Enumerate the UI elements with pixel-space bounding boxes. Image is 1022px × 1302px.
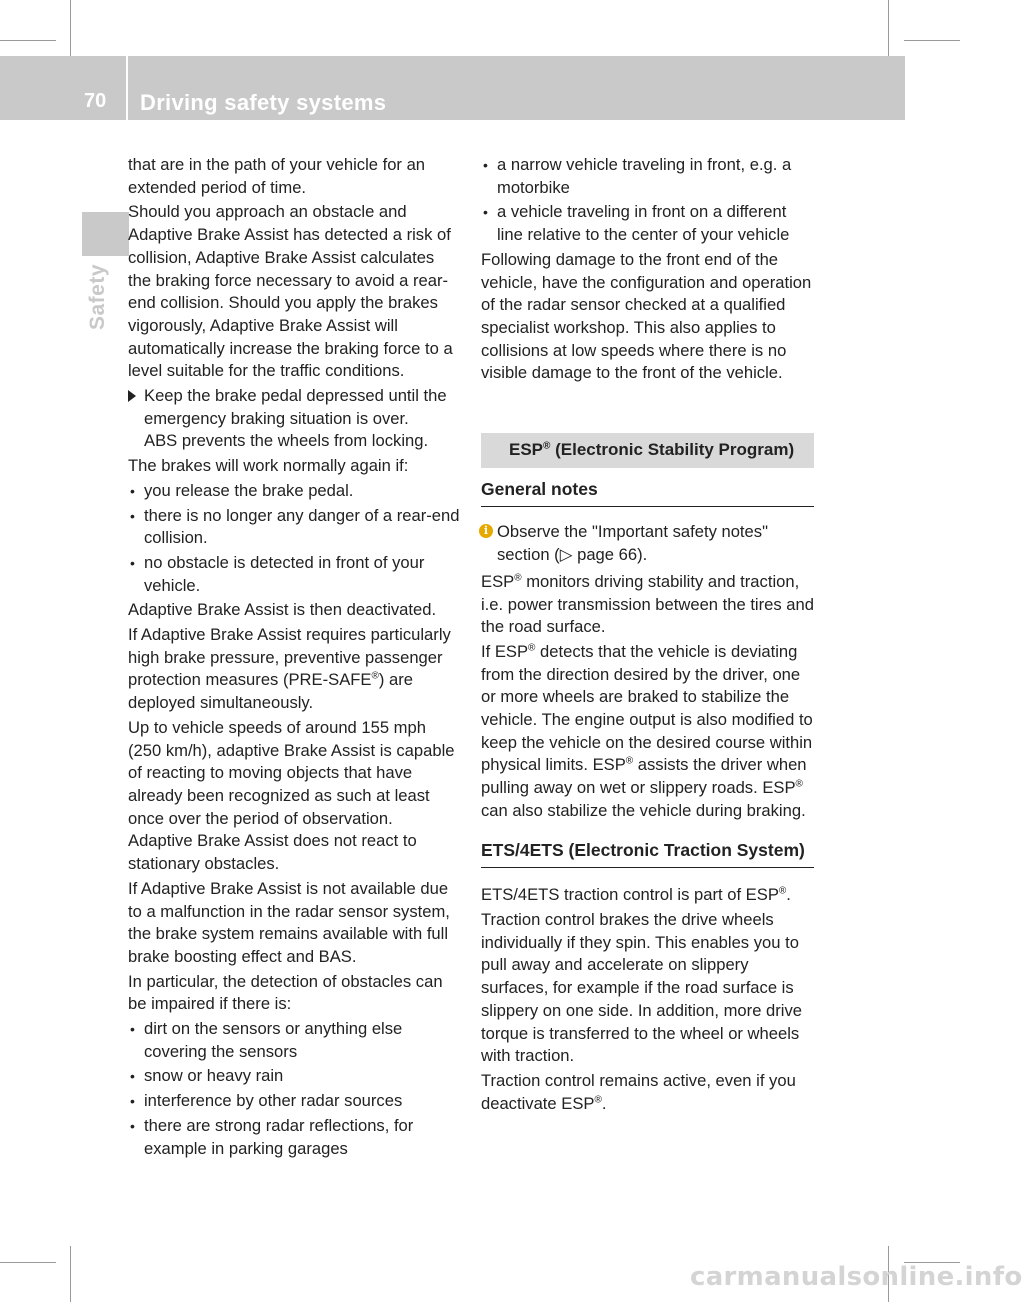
- crop-mark: [0, 1262, 56, 1263]
- step-result: ABS prevents the wheels from locking.: [144, 431, 429, 451]
- registered-mark: ®: [371, 670, 379, 682]
- step-text: Keep the brake pedal depressed until the emergency braking situation is over.: [144, 386, 447, 428]
- registered-mark: ®: [594, 1094, 602, 1106]
- registered-mark: ®: [795, 778, 803, 790]
- list-item: • dirt on the sensors or anything else covering the sensors: [128, 1018, 461, 1063]
- page-reference-link[interactable]: page 66).: [572, 545, 648, 565]
- text-run: If Adaptive Brake Assist requires particularly high brake pressure, preventive passenger protection measures (PRE-SAFE: [128, 625, 451, 690]
- info-icon: i: [479, 524, 493, 538]
- ets-heading: ETS/4ETS (Electronic Traction System): [481, 839, 814, 869]
- general-notes-heading: General notes: [481, 478, 814, 508]
- paragraph: If Adaptive Brake Assist is not available due to a malfunction in the radar sensor system, the brake system remains available with full brake boosting effect and BAS.: [128, 878, 450, 966]
- right-column: [481, 154, 814, 1117]
- paragraph: [481, 571, 814, 639]
- paragraph: Following damage to the front end of the vehicle, have the configuration and operation of the radar sensor checked at a qualified specialist workshop. This also applies to collisions at low speeds where there is no visible damage to the front of the vehicle.: [481, 249, 812, 383]
- text-run: Observe the "Important safety notes" section (: [497, 522, 768, 565]
- text-run: If ESP: [481, 641, 529, 661]
- header-bar: [0, 56, 905, 120]
- registered-mark: ®: [543, 440, 551, 452]
- side-label: Safety: [86, 263, 109, 330]
- step-arrow-icon: [128, 390, 136, 402]
- paragraph: The brakes will work normally again if:: [128, 456, 409, 476]
- text-run: assists the driver when pulling away on wet or slippery roads. ESP: [481, 755, 807, 798]
- registered-mark: ®: [528, 642, 536, 654]
- text-run: (Electronic Stability Program): [550, 440, 795, 460]
- page-ref-arrow-icon: ▷: [559, 545, 573, 565]
- esp-heading: [481, 433, 814, 468]
- crop-mark: [70, 0, 71, 56]
- list-item: • there is no longer any danger of a rear-end collision.: [128, 505, 461, 550]
- crop-mark: [888, 0, 889, 56]
- header-separator: [126, 56, 128, 120]
- text-run: .: [601, 1093, 607, 1113]
- text-run: ESP: [481, 571, 515, 591]
- section-title: Driving safety systems: [140, 90, 387, 115]
- paragraph: In particular, the detection of obstacles can be impaired if there is:: [128, 971, 443, 1014]
- info-note: [481, 521, 814, 566]
- text-run: ESP: [509, 440, 544, 460]
- paragraph: [481, 641, 814, 823]
- paragraph: that are in the path of your vehicle for an extended period of time.: [128, 155, 426, 197]
- list-item: • a narrow vehicle traveling in front, e.g. a motorbike: [481, 154, 814, 199]
- list-item: • interference by other radar sources: [128, 1090, 461, 1113]
- crop-mark: [904, 40, 960, 41]
- side-tab: [82, 212, 129, 256]
- text-run: ETS/4ETS traction control is part of ESP: [481, 885, 779, 905]
- list-item: • you release the brake pedal.: [128, 480, 461, 503]
- text-run: Traction control remains active, even if you deactivate ESP: [481, 1070, 796, 1113]
- registered-mark: ®: [514, 572, 522, 584]
- paragraph: [481, 884, 814, 907]
- watermark: carmanualsonline.info: [690, 1262, 1022, 1292]
- paragraph: Should you approach an obstacle and Adaptive Brake Assist has detected a risk of collision, Adaptive Brake Assist calculates the braking force necessary to avoid a rear-end collision. Should you apply the brakes vigorously, Adaptive Brake Assist will automatically increase the braking force to a level suitable for the traffic conditions.: [128, 202, 453, 381]
- text-run: detects that the vehicle is deviating from the direction desired by the driver, one or more wheels are braked to stabilize the vehicle. The engine output is also modified to keep the vehicle on the desired course within physical limits. ESP: [481, 641, 813, 775]
- paragraph: [481, 1070, 814, 1115]
- crop-mark: [70, 1246, 71, 1302]
- list-item: • there are strong radar reflections, for example in parking garages: [128, 1115, 461, 1160]
- instruction-step: [128, 385, 461, 430]
- crop-mark: [0, 40, 56, 41]
- paragraph: [128, 624, 461, 715]
- registered-mark: ®: [625, 755, 634, 767]
- list-item: • a vehicle traveling in front on a different line relative to the center of your vehicle: [481, 201, 814, 246]
- text-run: .: [786, 885, 791, 905]
- left-column: [128, 154, 461, 1162]
- text-run: monitors driving stability and traction, i.e. power transmission between the tires and the road surface.: [481, 571, 814, 637]
- paragraph: Traction control brakes the drive wheels individually if they spin. This enables you to pull away and accelerate on slippery surfaces, for example if the road surface is slippery on one side. In addition, more drive torque is transferred to the wheel or wheels with traction.: [481, 909, 802, 1066]
- paragraph: Adaptive Brake Assist is then deactivated.: [128, 600, 437, 620]
- list-item: • no obstacle is detected in front of your vehicle.: [128, 552, 461, 597]
- paragraph: Up to vehicle speeds of around 155 mph (250 km/h), adaptive Brake Assist is capable of reacting to moving objects that have already been recognized as such at least once over the period of observation. Adaptive Brake Assist does not react to stationary obstacles.: [128, 717, 455, 874]
- page-number: 70: [84, 90, 107, 112]
- list-item: • snow or heavy rain: [128, 1065, 461, 1088]
- text-run: ) are deployed simultaneously.: [128, 670, 413, 713]
- text-run: can also stabilize the vehicle during braking.: [481, 800, 806, 820]
- registered-mark: ®: [778, 885, 787, 897]
